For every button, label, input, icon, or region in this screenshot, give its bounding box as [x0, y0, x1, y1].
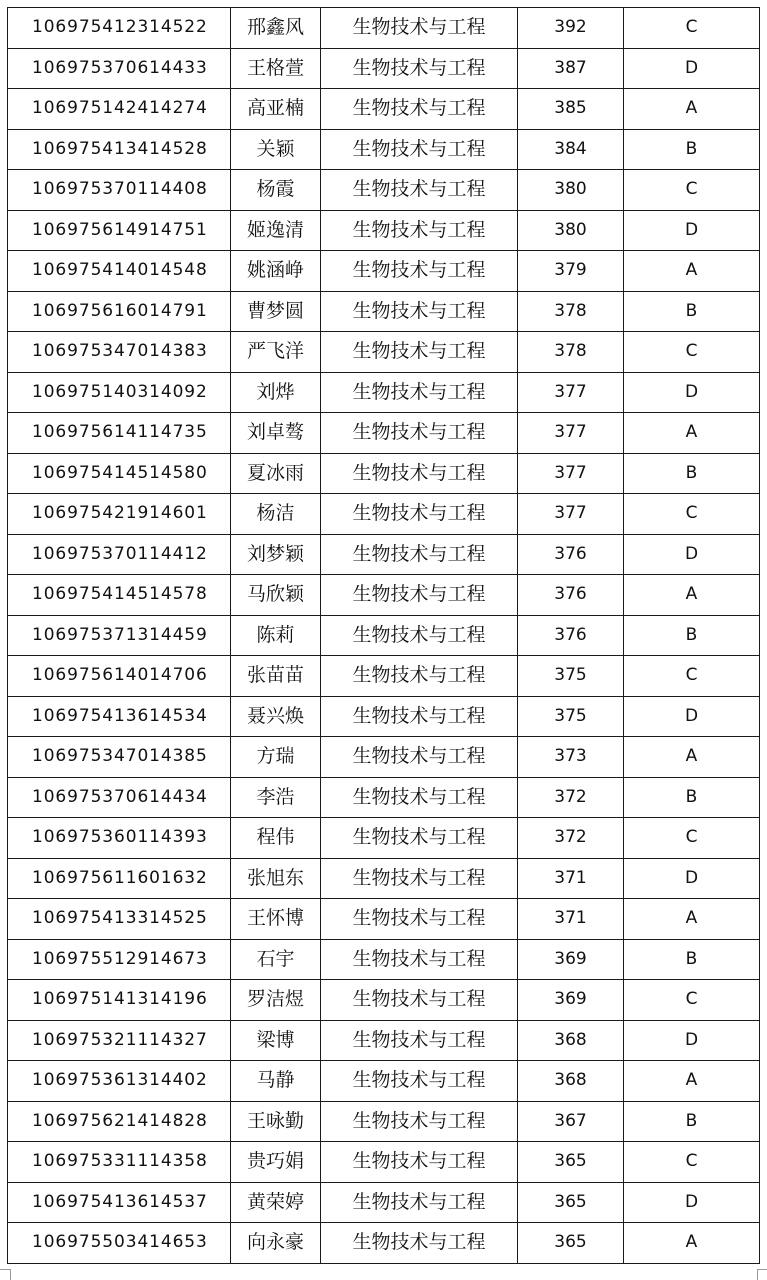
major-cell: 生物技术与工程 — [321, 899, 518, 940]
score-cell: 376 — [518, 534, 624, 575]
score-cell: 367 — [518, 1101, 624, 1142]
major-cell: 生物技术与工程 — [321, 494, 518, 535]
group-cell: B — [624, 939, 760, 980]
candidate-id-cell: 106975412314522 — [8, 8, 231, 49]
major-cell: 生物技术与工程 — [321, 534, 518, 575]
score-cell: 368 — [518, 1061, 624, 1102]
major-cell: 生物技术与工程 — [321, 1061, 518, 1102]
major-cell: 生物技术与工程 — [321, 1223, 518, 1264]
major-cell: 生物技术与工程 — [321, 48, 518, 89]
group-cell: A — [624, 1223, 760, 1264]
candidate-name-cell: 王格萱 — [231, 48, 321, 89]
candidate-name-cell: 马静 — [231, 1061, 321, 1102]
group-cell: A — [624, 1061, 760, 1102]
table-row — [8, 858, 760, 899]
group-cell: C — [624, 332, 760, 373]
candidate-id-cell: 106975141314196 — [8, 980, 231, 1021]
table-row — [8, 656, 760, 697]
score-cell: 377 — [518, 494, 624, 535]
candidate-id-cell: 106975614114735 — [8, 413, 231, 454]
candidate-id-cell: 106975361314402 — [8, 1061, 231, 1102]
candidate-id-cell: 106975414514578 — [8, 575, 231, 616]
group-cell: A — [624, 737, 760, 778]
score-cell: 365 — [518, 1182, 624, 1223]
score-cell: 372 — [518, 777, 624, 818]
candidate-id-cell: 106975321114327 — [8, 1020, 231, 1061]
candidate-id-cell: 106975140314092 — [8, 372, 231, 413]
candidate-id-cell: 106975370114412 — [8, 534, 231, 575]
candidate-id-cell: 106975421914601 — [8, 494, 231, 535]
candidate-id-cell: 106975331114358 — [8, 1142, 231, 1183]
candidate-name-cell: 严飞洋 — [231, 332, 321, 373]
candidate-id-cell: 106975503414653 — [8, 1223, 231, 1264]
score-cell: 392 — [518, 8, 624, 49]
candidate-name-cell: 高亚楠 — [231, 89, 321, 130]
candidate-id-cell: 106975614014706 — [8, 656, 231, 697]
candidate-name-cell: 石宇 — [231, 939, 321, 980]
major-cell: 生物技术与工程 — [321, 615, 518, 656]
candidate-name-cell: 李浩 — [231, 777, 321, 818]
candidate-name-cell: 刘卓骜 — [231, 413, 321, 454]
table-row — [8, 696, 760, 737]
candidate-name-cell: 姬逸清 — [231, 210, 321, 251]
candidate-name-cell: 刘烨 — [231, 372, 321, 413]
major-cell: 生物技术与工程 — [321, 1182, 518, 1223]
table-row — [8, 170, 760, 211]
score-table-body — [8, 8, 760, 1264]
table-row — [8, 210, 760, 251]
major-cell: 生物技术与工程 — [321, 89, 518, 130]
group-cell: C — [624, 8, 760, 49]
major-cell: 生物技术与工程 — [321, 777, 518, 818]
major-cell: 生物技术与工程 — [321, 1101, 518, 1142]
group-cell: A — [624, 251, 760, 292]
major-cell: 生物技术与工程 — [321, 251, 518, 292]
candidate-name-cell: 关颖 — [231, 129, 321, 170]
group-cell: A — [624, 89, 760, 130]
table-row — [8, 453, 760, 494]
major-cell: 生物技术与工程 — [321, 210, 518, 251]
candidate-name-cell: 陈莉 — [231, 615, 321, 656]
group-cell: A — [624, 575, 760, 616]
group-cell: C — [624, 494, 760, 535]
major-cell: 生物技术与工程 — [321, 332, 518, 373]
table-row — [8, 372, 760, 413]
candidate-name-cell: 王咏勤 — [231, 1101, 321, 1142]
candidate-name-cell: 刘梦颖 — [231, 534, 321, 575]
group-cell: D — [624, 858, 760, 899]
candidate-name-cell: 杨霞 — [231, 170, 321, 211]
score-cell: 369 — [518, 939, 624, 980]
candidate-id-cell: 106975370114408 — [8, 170, 231, 211]
score-cell: 380 — [518, 170, 624, 211]
major-cell: 生物技术与工程 — [321, 737, 518, 778]
score-cell: 376 — [518, 615, 624, 656]
table-row — [8, 575, 760, 616]
group-cell: C — [624, 980, 760, 1021]
table-row — [8, 777, 760, 818]
major-cell: 生物技术与工程 — [321, 818, 518, 859]
group-cell: D — [624, 534, 760, 575]
candidate-id-cell: 106975142414274 — [8, 89, 231, 130]
score-cell: 384 — [518, 129, 624, 170]
candidate-id-cell: 106975414014548 — [8, 251, 231, 292]
group-cell: D — [624, 210, 760, 251]
candidate-name-cell: 曹梦圆 — [231, 291, 321, 332]
table-row — [8, 1101, 760, 1142]
major-cell: 生物技术与工程 — [321, 372, 518, 413]
table-row — [8, 48, 760, 89]
table-row — [8, 615, 760, 656]
score-cell: 371 — [518, 858, 624, 899]
candidate-id-cell: 106975413614537 — [8, 1182, 231, 1223]
score-cell: 379 — [518, 251, 624, 292]
table-row — [8, 1061, 760, 1102]
score-cell: 378 — [518, 291, 624, 332]
score-table — [7, 7, 760, 1264]
candidate-id-cell: 106975347014383 — [8, 332, 231, 373]
group-cell: C — [624, 1142, 760, 1183]
candidate-name-cell: 姚涵峥 — [231, 251, 321, 292]
candidate-id-cell: 106975616014791 — [8, 291, 231, 332]
score-cell: 371 — [518, 899, 624, 940]
score-cell: 373 — [518, 737, 624, 778]
candidate-name-cell: 程伟 — [231, 818, 321, 859]
group-cell: D — [624, 48, 760, 89]
table-row — [8, 251, 760, 292]
table-row — [8, 1142, 760, 1183]
candidate-id-cell: 106975621414828 — [8, 1101, 231, 1142]
page-corner-mark-left — [0, 1269, 11, 1280]
candidate-name-cell: 梁博 — [231, 1020, 321, 1061]
candidate-name-cell: 张旭东 — [231, 858, 321, 899]
candidate-name-cell: 聂兴焕 — [231, 696, 321, 737]
major-cell: 生物技术与工程 — [321, 453, 518, 494]
candidate-id-cell: 106975614914751 — [8, 210, 231, 251]
major-cell: 生物技术与工程 — [321, 575, 518, 616]
candidate-id-cell: 106975360114393 — [8, 818, 231, 859]
candidate-id-cell: 106975370614433 — [8, 48, 231, 89]
group-cell: B — [624, 453, 760, 494]
group-cell: A — [624, 413, 760, 454]
table-row — [8, 1182, 760, 1223]
score-cell: 372 — [518, 818, 624, 859]
group-cell: C — [624, 656, 760, 697]
score-cell: 365 — [518, 1142, 624, 1183]
score-cell: 377 — [518, 413, 624, 454]
table-row — [8, 291, 760, 332]
candidate-name-cell: 张苗苗 — [231, 656, 321, 697]
major-cell: 生物技术与工程 — [321, 1020, 518, 1061]
group-cell: B — [624, 777, 760, 818]
score-cell: 369 — [518, 980, 624, 1021]
group-cell: D — [624, 1182, 760, 1223]
candidate-id-cell: 106975414514580 — [8, 453, 231, 494]
table-row — [8, 8, 760, 49]
group-cell: A — [624, 899, 760, 940]
table-row — [8, 939, 760, 980]
candidate-id-cell: 106975413314525 — [8, 899, 231, 940]
score-cell: 387 — [518, 48, 624, 89]
major-cell: 生物技术与工程 — [321, 170, 518, 211]
candidate-id-cell: 106975371314459 — [8, 615, 231, 656]
candidate-name-cell: 黄荣婷 — [231, 1182, 321, 1223]
score-cell: 376 — [518, 575, 624, 616]
candidate-id-cell: 106975370614434 — [8, 777, 231, 818]
candidate-name-cell: 邢鑫风 — [231, 8, 321, 49]
group-cell: B — [624, 129, 760, 170]
candidate-id-cell: 106975611601632 — [8, 858, 231, 899]
major-cell: 生物技术与工程 — [321, 980, 518, 1021]
major-cell: 生物技术与工程 — [321, 696, 518, 737]
candidate-name-cell: 向永豪 — [231, 1223, 321, 1264]
major-cell: 生物技术与工程 — [321, 1142, 518, 1183]
major-cell: 生物技术与工程 — [321, 291, 518, 332]
candidate-name-cell: 杨洁 — [231, 494, 321, 535]
score-cell: 380 — [518, 210, 624, 251]
table-row — [8, 332, 760, 373]
score-cell: 375 — [518, 696, 624, 737]
candidate-id-cell: 106975347014385 — [8, 737, 231, 778]
score-cell: 378 — [518, 332, 624, 373]
score-cell: 365 — [518, 1223, 624, 1264]
score-cell: 377 — [518, 453, 624, 494]
major-cell: 生物技术与工程 — [321, 656, 518, 697]
table-row — [8, 413, 760, 454]
group-cell: D — [624, 372, 760, 413]
major-cell: 生物技术与工程 — [321, 8, 518, 49]
table-row — [8, 494, 760, 535]
score-cell: 375 — [518, 656, 624, 697]
table-row — [8, 129, 760, 170]
candidate-id-cell: 106975413614534 — [8, 696, 231, 737]
group-cell: B — [624, 615, 760, 656]
candidate-id-cell: 106975512914673 — [8, 939, 231, 980]
group-cell: C — [624, 818, 760, 859]
major-cell: 生物技术与工程 — [321, 939, 518, 980]
table-row — [8, 818, 760, 859]
page-corner-mark-right — [757, 1269, 767, 1280]
score-cell: 368 — [518, 1020, 624, 1061]
group-cell: B — [624, 291, 760, 332]
group-cell: B — [624, 1101, 760, 1142]
candidate-name-cell: 方瑞 — [231, 737, 321, 778]
table-row — [8, 1020, 760, 1061]
group-cell: D — [624, 1020, 760, 1061]
score-cell: 385 — [518, 89, 624, 130]
table-row — [8, 534, 760, 575]
group-cell: D — [624, 696, 760, 737]
table-row — [8, 1223, 760, 1264]
score-cell: 377 — [518, 372, 624, 413]
major-cell: 生物技术与工程 — [321, 129, 518, 170]
candidate-name-cell: 王怀博 — [231, 899, 321, 940]
table-row — [8, 980, 760, 1021]
major-cell: 生物技术与工程 — [321, 413, 518, 454]
candidate-id-cell: 106975413414528 — [8, 129, 231, 170]
candidate-name-cell: 罗洁煜 — [231, 980, 321, 1021]
table-row — [8, 89, 760, 130]
table-row — [8, 899, 760, 940]
table-row — [8, 737, 760, 778]
major-cell: 生物技术与工程 — [321, 858, 518, 899]
candidate-name-cell: 马欣颖 — [231, 575, 321, 616]
group-cell: C — [624, 170, 760, 211]
candidate-name-cell: 贵巧娟 — [231, 1142, 321, 1183]
candidate-name-cell: 夏冰雨 — [231, 453, 321, 494]
